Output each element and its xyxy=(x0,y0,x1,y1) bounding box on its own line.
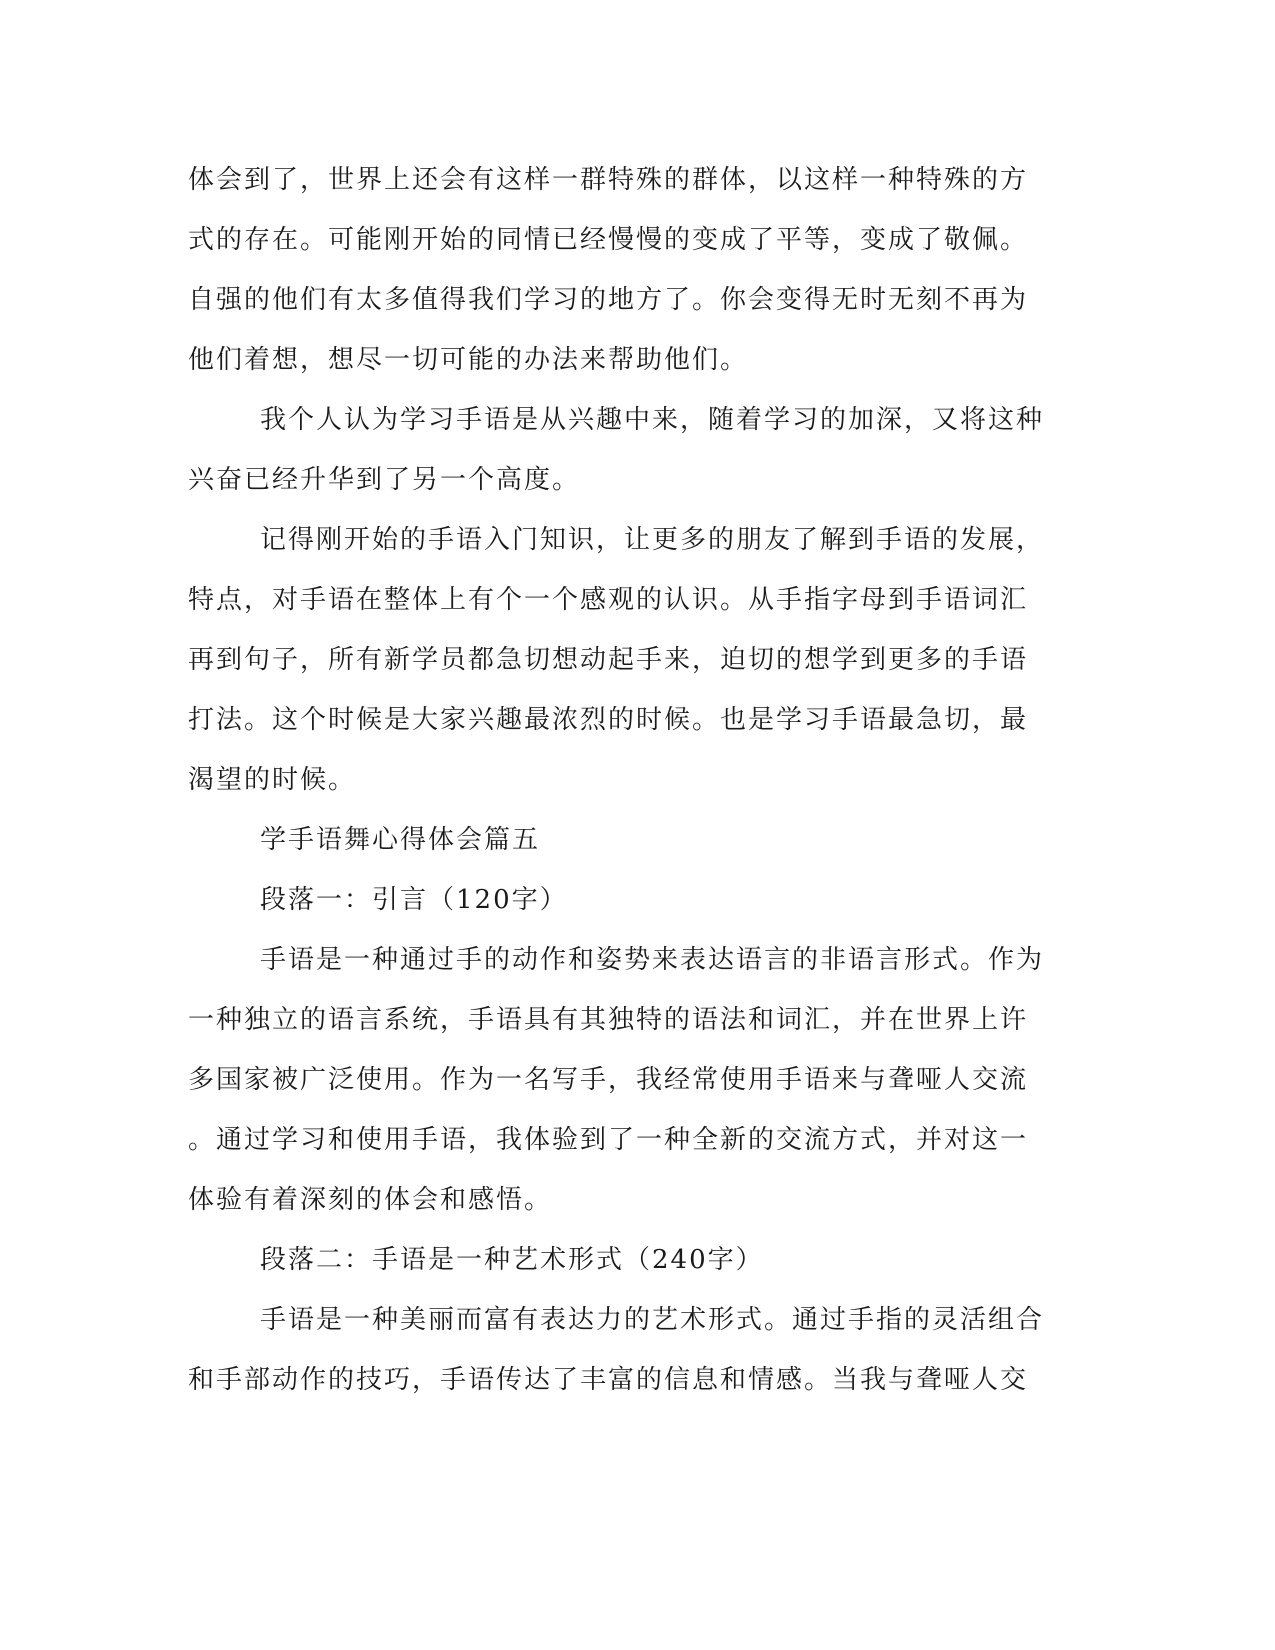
section-title: 学手语舞心得体会篇五 xyxy=(260,825,541,855)
text-line: 我个人认为学习手语是从兴趣中来，随着学习的加深，又将这种 xyxy=(260,405,1045,435)
text-line: 体验有着深刻的体会和感悟。 xyxy=(188,1185,553,1215)
text-line: 多国家被广泛使用。作为一名写手，我经常使用手语来与聋哑人交流 xyxy=(188,1065,1029,1095)
text-line: 他们着想，想尽一切可能的办法来帮助他们。 xyxy=(188,345,749,375)
text-line: 式的存在。可能刚开始的同情已经慢慢的变成了平等，变成了敬佩。 xyxy=(188,225,1029,255)
text-line: 和手部动作的技巧，手语传达了丰富的信息和情感。当我与聋哑人交 xyxy=(188,1365,1029,1395)
document-body xyxy=(188,150,1068,1410)
paragraph-heading: 段落一：引言（120字） xyxy=(260,885,568,915)
text-line: 渴望的时候。 xyxy=(188,765,357,795)
text-line: 特点，对手语在整体上有个一个感观的认识。从手指字母到手语词汇 xyxy=(188,585,1029,615)
text-line: 再到句子，所有新学员都急切想动起手来，迫切的想学到更多的手语 xyxy=(188,645,1029,675)
text-line: 手语是一种美丽而富有表达力的艺术形式。通过手指的灵活组合 xyxy=(260,1305,1045,1335)
text-line: 自强的他们有太多值得我们学习的地方了。你会变得无时无刻不再为 xyxy=(188,285,1029,315)
text-line: 记得刚开始的手语入门知识，让更多的朋友了解到手语的发展， xyxy=(260,525,1045,555)
paragraph-heading: 段落二：手语是一种艺术形式（240字） xyxy=(260,1245,764,1275)
text-line: 兴奋已经升华到了另一个高度。 xyxy=(188,465,581,495)
text-line: 。通过学习和使用手语，我体验到了一种全新的交流方式，并对这一 xyxy=(188,1125,1029,1155)
text-line: 打法。这个时候是大家兴趣最浓烈的时候。也是学习手语最急切，最 xyxy=(188,705,1029,735)
text-line: 一种独立的语言系统，手语具有其独特的语法和词汇，并在世界上许 xyxy=(188,1005,1029,1035)
text-line: 手语是一种通过手的动作和姿势来表达语言的非语言形式。作为 xyxy=(260,945,1045,975)
text-line: 体会到了，世界上还会有这样一群特殊的群体，以这样一种特殊的方 xyxy=(188,165,1029,195)
